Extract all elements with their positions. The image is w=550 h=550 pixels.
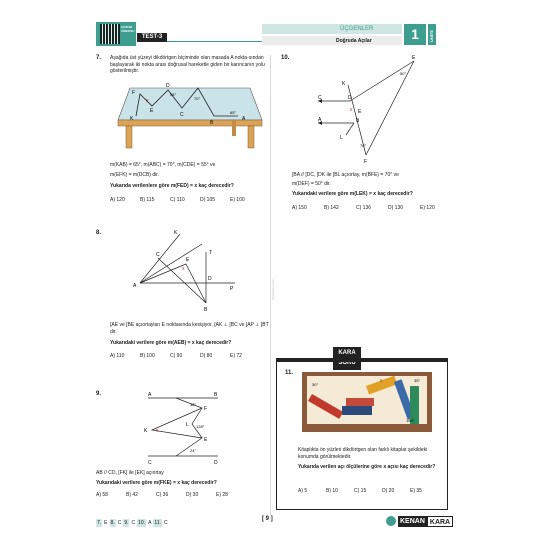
q9-label-F: F [204, 406, 208, 412]
q10-number: 10. [281, 55, 290, 61]
side-text: kenankara.com [271, 279, 275, 300]
q10-label-E2: E [358, 109, 362, 115]
page-bracket-right: ] [270, 516, 273, 522]
q10-seg-BL [346, 123, 354, 135]
q7-given-1: m(KAB) = 65°, m(ABC) = 70°, m(CDE) = 55° ve [110, 162, 216, 168]
q8-option-e[interactable]: E) 72 [230, 353, 242, 359]
brand-name-1: KENAN [400, 518, 425, 525]
q8-seg-AE [140, 264, 186, 283]
q8-question: Yukarıdaki verilere göre m(AEB) = x kaç derecedir? [110, 340, 232, 346]
q10-label-E: E [412, 55, 416, 61]
q7-label-B: B [210, 120, 214, 126]
q7-table-leg-right [248, 126, 254, 148]
q7-given-2: m(EFK) = m(DCB) dir. [110, 172, 160, 178]
q10-options [292, 205, 452, 211]
q8-option-b[interactable]: B) 100 [140, 353, 155, 359]
q8-ray-AK [140, 234, 180, 283]
q8-label-B: B [204, 307, 208, 313]
q11-question: Yukarıda verilen açı ölçülerine göre x açısı kaç derecedir? [298, 464, 436, 470]
answer-9-val: C [131, 520, 136, 526]
q7-label-70: 70° [194, 96, 201, 101]
q10-question: Yukarıdaki verilere göre m(LEK) = x kaç derecedir? [292, 191, 413, 197]
q8-label-E: E [186, 257, 190, 263]
q8-label-T: T [209, 250, 213, 256]
answer-10-num: 10. [138, 520, 146, 526]
q8-figure [130, 228, 240, 313]
q7-label-x: x [146, 98, 149, 104]
test-label [137, 33, 167, 42]
answer-8-num: 8. [110, 520, 115, 526]
q9-label-32: 32° [190, 402, 197, 407]
q7-question: Yukarıda verilenlere göre m(FED) = x kaç derecedir? [110, 183, 234, 189]
q10-option-b[interactable]: B) 142 [324, 205, 339, 211]
q10-label-A: A [318, 117, 322, 123]
q8-label-D: D [208, 276, 212, 282]
q10-label-F: F [364, 159, 368, 165]
q9-label-E: E [204, 437, 208, 443]
q8-option-a[interactable]: A) 110 [110, 353, 125, 359]
q9-label-128: 128° [196, 424, 205, 429]
answer-11-val: C [164, 520, 168, 526]
q7-table-top [118, 88, 262, 120]
q8-seg-BC [158, 258, 206, 303]
q9-label-x: x [156, 428, 159, 434]
q11-book-2 [342, 406, 372, 415]
q9-number: 9. [96, 391, 102, 397]
q9-label-A: A [148, 392, 152, 398]
q7-number: 7. [96, 55, 102, 61]
q11-number: 11. [285, 370, 294, 376]
unit-title-bar [262, 24, 402, 34]
q11-option-d[interactable]: D) 20 [382, 488, 395, 494]
q9-label-C: C [148, 460, 152, 466]
q8-option-d[interactable]: D) 80 [200, 353, 213, 359]
q10-seg-FE [366, 61, 414, 155]
q9-option-d[interactable]: D) 30 [186, 492, 199, 498]
q8-label-C: C [156, 252, 160, 258]
q10-label-B: B [356, 118, 360, 124]
q10-label-C: C [318, 95, 322, 101]
q9-label-K: K [144, 428, 148, 434]
q10-option-c[interactable]: C) 136 [356, 205, 372, 211]
q10-option-d[interactable]: D) 130 [388, 205, 404, 211]
q7-label-55: 55° [170, 92, 177, 97]
q11-label-150: 150° [406, 418, 415, 423]
q7-label-K: K [130, 116, 134, 122]
q11-label-35: 35° [414, 378, 421, 383]
q10-text-1: [BA // [DC, [DK ile [BL açıortay, m(BFE) = 70° ve [292, 172, 399, 178]
q8-option-c[interactable]: C) 90 [170, 353, 183, 359]
q10-label-D: D [348, 95, 352, 101]
kara-soru-line2: SORU [338, 360, 356, 366]
page-number-value: 9 [265, 516, 270, 522]
q8-text: [AE ve [BE açıortayları E noktasında kesişiyor, [AK ⊥ [BC ve [AP ⊥ [BT dir. [110, 322, 269, 335]
q7-label-D: D [166, 83, 170, 89]
q7-text: Aşağıda üst yüzeyi dikdörtgen biçiminde olan masada A nokta-sından başlayarak iki nokta arası doğrusal hareketle giden bir karıncanın yolu gösterilmiştir. [110, 55, 265, 75]
qr-code[interactable] [100, 24, 120, 44]
answer-8-val: C [117, 520, 122, 526]
q11-label-x: x [380, 378, 383, 384]
q7-table-front [118, 120, 262, 126]
brand-logo-icon [386, 516, 396, 526]
answer-11-num: 11. [154, 520, 161, 526]
unit-title: ÜÇGENLER [340, 26, 374, 32]
q9-options [96, 492, 246, 498]
q11-options [298, 488, 438, 494]
q9-text: AB // CD, [FK] ile [EK] açıortay [96, 470, 164, 476]
q9-option-c[interactable]: C) 36 [156, 492, 169, 498]
answer-7-val: E [104, 520, 108, 526]
qr-label: ÇÖZÜM VİDEOSU [121, 25, 135, 33]
q11-figure [302, 372, 432, 432]
q11-text: Kitaplıkta ön yüzleri dikdörtgen olan farklı kitaplar şekildeki konumda görülmektedir. [298, 447, 428, 460]
q11-label-30: 30° [312, 382, 319, 387]
unit-subtitle-bar [262, 36, 402, 45]
q11-option-c[interactable]: C) 15 [354, 488, 367, 494]
answer-9-num: 9. [124, 520, 129, 526]
unit-number: 1 [411, 26, 419, 42]
q7-option-d[interactable]: D) 105 [200, 197, 216, 203]
q10-text-2: m(DEF) = 50° dir. [292, 181, 331, 187]
test-header-line [167, 41, 263, 42]
q7-label-C: C [180, 112, 184, 118]
q7-label-F: F [132, 90, 136, 96]
answer-key [96, 519, 168, 527]
q7-options [110, 197, 260, 203]
q7-label-E: E [150, 108, 154, 114]
q9-question: Yukarıdaki verilere göre m(FKE) = x kaç derecedir? [96, 480, 217, 486]
q8-number: 8. [96, 230, 102, 236]
q8-label-K: K [174, 230, 178, 236]
q7-table-leg-left [126, 126, 132, 148]
q7-figure [110, 80, 270, 150]
q10-seg-ED [350, 61, 414, 101]
unit-word: ÜNİTE [429, 30, 434, 42]
q10-label-K: K [342, 81, 346, 87]
q9-path-FL [192, 408, 202, 438]
q9-label-24: 24° [190, 448, 197, 453]
q8-seg-BE [186, 264, 206, 303]
q7-option-a[interactable]: A) 120 [110, 197, 125, 203]
q9-option-b[interactable]: B) 42 [126, 492, 138, 498]
unit-number-box [404, 24, 426, 45]
q8-label-P: P [230, 286, 234, 292]
q10-option-e[interactable]: E) 120 [420, 205, 435, 211]
q10-label-70: 70° [360, 143, 367, 148]
q11-option-a[interactable]: A) 5 [298, 488, 308, 494]
brand-logo [398, 516, 453, 527]
q7-table-leg-back [232, 120, 236, 136]
q11-option-b[interactable]: B) 10 [326, 488, 338, 494]
q10-label-x: x [350, 107, 353, 113]
q10-label-50: 50° [400, 71, 407, 76]
q7-option-c[interactable]: C) 110 [170, 197, 185, 203]
q8-label-x: x [182, 266, 185, 272]
q8-options [110, 353, 260, 359]
test-label-text: TEST-3 [141, 34, 163, 40]
q11-option-e[interactable]: E) 35 [410, 488, 422, 494]
page-bracket-left: [ [262, 516, 264, 522]
q7-option-b[interactable]: B) 115 [140, 197, 155, 203]
q9-label-D: D [214, 460, 218, 466]
answer-7-num: 7. [97, 520, 102, 526]
page-number [262, 516, 273, 522]
answer-10-val: A [148, 520, 152, 526]
q11-book-3 [346, 398, 374, 406]
q9-label-L: L [186, 422, 189, 428]
q9-figure [140, 390, 230, 465]
brand-name-2: KARA [427, 516, 453, 527]
unit-subtitle: Doğruda Açılar [336, 38, 372, 44]
q10-option-a[interactable]: A) 150 [292, 205, 307, 211]
q9-label-B: B [214, 392, 218, 398]
q7-label-65: 65° [230, 110, 237, 115]
q10-figure [310, 55, 420, 165]
q9-option-a[interactable]: A) 58 [96, 492, 108, 498]
q9-option-e[interactable]: E) 28 [216, 492, 228, 498]
kara-soru-line1: KARA [338, 350, 356, 356]
q7-label-A: A [242, 116, 246, 122]
q7-option-e[interactable]: E) 100 [230, 197, 245, 203]
q10-label-L: L [340, 135, 343, 141]
q8-label-A: A [133, 283, 137, 289]
